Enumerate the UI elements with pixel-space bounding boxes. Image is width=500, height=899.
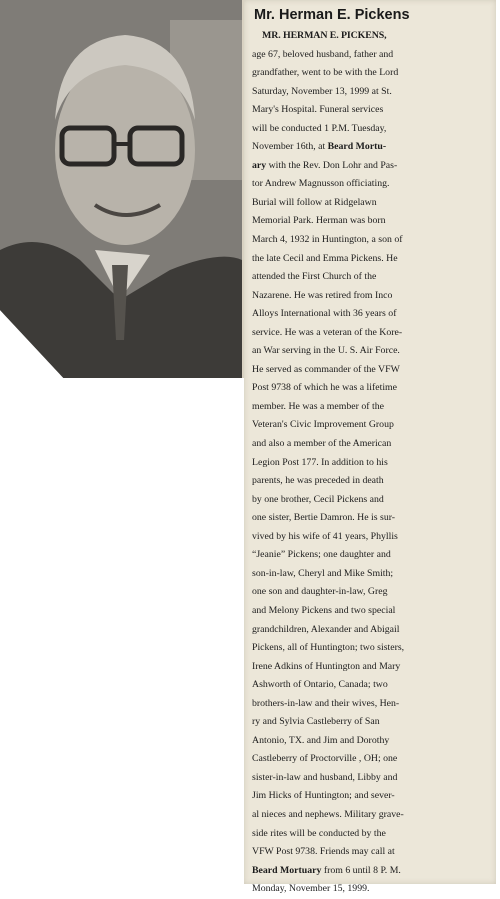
obituary-line [252, 843, 492, 862]
obituary-line [252, 361, 492, 380]
obituary-line [252, 101, 492, 120]
obituary-line [252, 120, 492, 139]
text-run: VFW Post 9738. Friends may call at [252, 846, 395, 858]
obituary-line [252, 658, 492, 677]
text-run: sister-in-law and husband, Libby and [252, 771, 398, 783]
text-run: November 16th, at [252, 141, 328, 153]
text-run: Post 9738 of which he was a lifetime [252, 382, 398, 394]
obituary-line [252, 212, 492, 231]
text-run: Ashworth of Ontario, Canada; two [252, 679, 388, 691]
obituary-line [252, 46, 492, 65]
text-run: “Jeanie” Pickens; one daughter and [252, 549, 391, 561]
obituary-line [252, 416, 492, 435]
obituary-line [252, 769, 492, 788]
obituary-line [252, 787, 492, 806]
text-run: Jim Hicks of Huntington; and sever- [252, 790, 395, 802]
text-run: Monday, November 15, 1999. [252, 883, 370, 895]
text-run: Pickens, all of Huntington; two sisters, [252, 642, 405, 654]
obituary-line [252, 435, 492, 454]
obituary-line [252, 64, 492, 83]
text-run: will be conducted 1 P.M. Tuesday, [252, 122, 387, 134]
obituary-body [252, 27, 492, 899]
obituary-line [252, 862, 492, 881]
obituary-line [252, 398, 492, 417]
obituary-line [252, 268, 492, 287]
obituary-line [252, 602, 492, 621]
bold-text: ary [252, 159, 267, 171]
obituary-line [252, 639, 492, 658]
text-run: Antonio, TX. and Jim and Dorothy [252, 734, 390, 746]
text-run: grandfather, went to be with the Lord [252, 67, 399, 79]
text-run: Veteran's Civic Improvement Group [252, 419, 394, 431]
obituary-line [252, 157, 492, 176]
text-run: an War serving in the U. S. Air Force. [252, 345, 400, 357]
bold-text: Beard Mortu- [327, 141, 387, 153]
obituary-line [252, 676, 492, 695]
text-run: Saturday, November 13, 1999 at St. [252, 85, 392, 97]
text-run: age 67, beloved husband, father and [252, 48, 394, 60]
text-run: grandchildren, Alexander and Abigail [252, 623, 400, 635]
obituary-line [252, 509, 492, 528]
obituary-line [252, 806, 492, 825]
obituary-line [252, 528, 492, 547]
text-run: service. He was a veteran of the Kore- [252, 326, 403, 338]
obituary-headline: Mr. Herman E. Pickens [254, 7, 410, 23]
text-run: Mary's Hospital. Funeral services [252, 104, 384, 116]
text-run: son-in-law, Cheryl and Mike Smith; [252, 567, 394, 579]
obituary-line [252, 695, 492, 714]
obituary-line [252, 825, 492, 844]
text-run: parents, he was preceded in death [252, 475, 384, 487]
obituary-line [252, 750, 492, 769]
text-run: one sister, Bertie Damron. He is sur- [252, 512, 396, 524]
obituary-line [252, 324, 492, 343]
obituary-line [252, 472, 492, 491]
text-run: attended the First Church of the [252, 271, 377, 283]
obituary-line [252, 83, 492, 102]
bold-text: Beard Mortuary [252, 864, 322, 876]
text-run: ry and Sylvia Castleberry of San [252, 716, 380, 728]
obituary-line [252, 342, 492, 361]
obituary-line [252, 175, 492, 194]
text-run: the late Cecil and Emma Pickens. He [252, 252, 398, 264]
obituary-line [252, 379, 492, 398]
text-run: from 6 until 8 P. M. [321, 864, 401, 876]
text-run: with the Rev. Don Lohr and Pas- [266, 159, 398, 171]
text-run: Legion Post 177. In addition to his [252, 456, 388, 468]
obituary-line [252, 287, 492, 306]
obituary-line [252, 880, 492, 899]
text-run: al nieces and nephews. Military grave- [252, 808, 404, 820]
obituary-line [252, 454, 492, 473]
text-run: Nazarene. He was retired from Inco [252, 289, 393, 301]
text-run: Memorial Park. Herman was born [252, 215, 386, 227]
bold-text: MR. HERMAN E. PICKENS, [262, 30, 387, 41]
obituary-line [252, 27, 492, 46]
text-run: side rites will be conducted by the [252, 827, 386, 839]
obituary-line [252, 231, 492, 250]
obituary-line [252, 250, 492, 269]
obituary-line [252, 732, 492, 751]
obituary-line [252, 713, 492, 732]
text-run: March 4, 1932 in Huntington, a son of [252, 234, 403, 246]
obituary-line [252, 194, 492, 213]
text-run: vived by his wife of 41 years, Phyllis [252, 530, 398, 542]
obituary-line [252, 491, 492, 510]
obituary-line [252, 138, 492, 157]
text-run: Castleberry of Proctorville , OH; one [252, 753, 398, 765]
portrait-photo [0, 0, 244, 378]
text-run: Irene Adkins of Huntington and Mary [252, 660, 401, 672]
obituary-clipping [244, 0, 496, 895]
obituary-line [252, 305, 492, 324]
text-run: He served as commander of the VFW [252, 363, 400, 375]
portrait-icon [0, 0, 242, 378]
obituary-line [252, 565, 492, 584]
text-run: and also a member of the American [252, 438, 392, 450]
obituary-line [252, 546, 492, 565]
text-run: Alloys International with 36 years of [252, 308, 397, 320]
text-run: by one brother, Cecil Pickens and [252, 493, 384, 505]
text-run: and Melony Pickens and two special [252, 604, 396, 616]
obituary-line [252, 583, 492, 602]
text-run: Burial will follow at Ridgelawn [252, 196, 377, 208]
text-run: brothers-in-law and their wives, Hen- [252, 697, 400, 709]
text-run: member. He was a member of the [252, 400, 384, 412]
text-run: tor Andrew Magnusson officiating. [252, 178, 390, 190]
obituary-line [252, 621, 492, 640]
text-run: one son and daughter-in-law, Greg [252, 586, 388, 598]
